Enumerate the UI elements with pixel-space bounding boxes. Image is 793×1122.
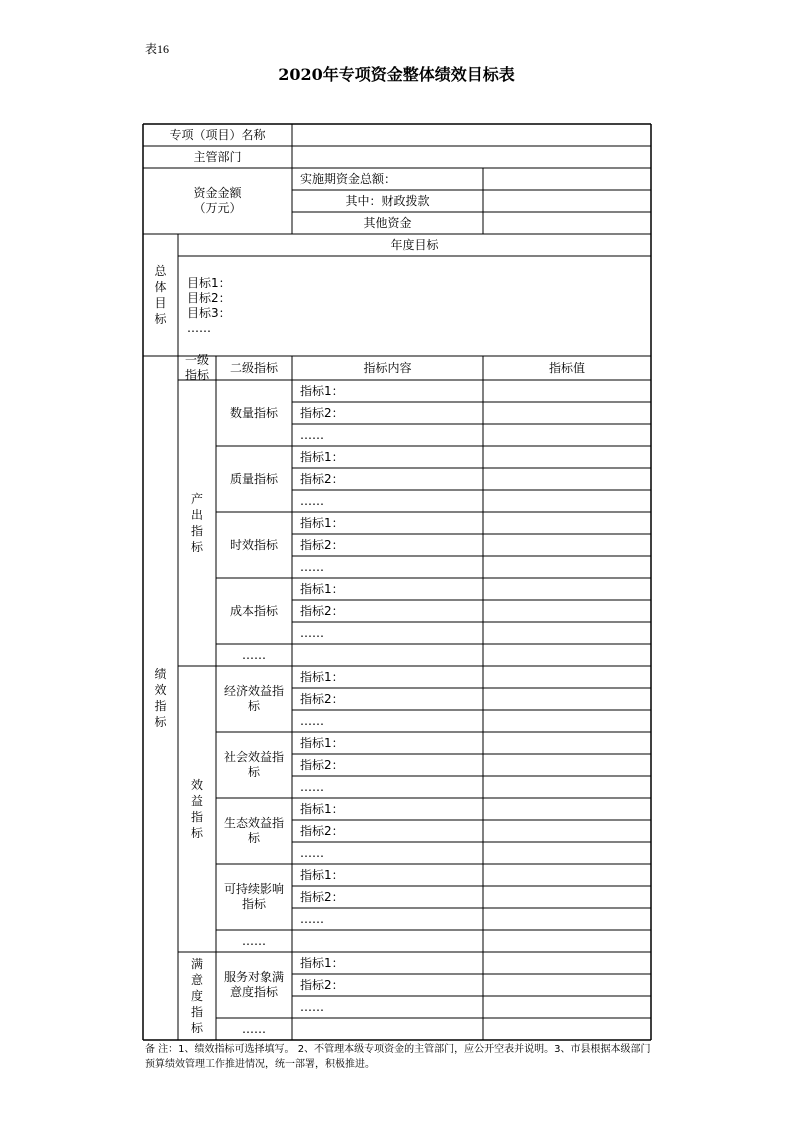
level2-0-0 bbox=[216, 380, 292, 446]
footnote: 备 注：1、绩效指标可选择填写。 2、不管理本级专项资金的主管部门，应公开空表并说明。3、市县根据本级部门预算绩效管理工作推进情况，统一部署，积极推进。 bbox=[145, 1044, 651, 1070]
indicator-item: …… bbox=[300, 625, 324, 640]
indicator-item: …… bbox=[300, 845, 324, 860]
indicator-item: 指标1： bbox=[300, 581, 344, 596]
indicator-item: 指标2： bbox=[300, 757, 344, 772]
level2-1-0 bbox=[216, 666, 292, 732]
indicator-item: 指标1： bbox=[300, 955, 344, 970]
col-value: 指标值 bbox=[548, 360, 585, 375]
level2-0-1 bbox=[216, 446, 292, 512]
other-fund-label: 其他资金 bbox=[363, 215, 412, 230]
overall-goal-label bbox=[143, 234, 178, 356]
indicator-item: 指标1： bbox=[300, 449, 344, 464]
level2-0-3-text: 成本指标 bbox=[229, 603, 278, 618]
indicator-item: …… bbox=[300, 779, 324, 794]
indicator-item: 指标2： bbox=[300, 537, 344, 552]
indicator-item: 指标1： bbox=[300, 515, 344, 530]
indicator-item: …… bbox=[300, 427, 324, 442]
level2-0-2-text: 时效指标 bbox=[229, 537, 278, 552]
indicator-item: 指标1： bbox=[300, 735, 344, 750]
level1-1 bbox=[178, 666, 216, 952]
goal-item: 目标3： bbox=[187, 306, 231, 320]
goal-item: 目标2： bbox=[187, 291, 231, 305]
col-level1-text: 一级指标 bbox=[184, 353, 209, 382]
total-fund-label: 实施期资金总额： bbox=[300, 171, 397, 186]
goal-item: 目标1： bbox=[187, 276, 231, 290]
performance-label-text: 绩效指标 bbox=[154, 667, 167, 729]
level2-2-0-text: 服务对象满意度指标 bbox=[224, 970, 285, 999]
level2-1-0-text: 经济效益指标 bbox=[224, 684, 285, 713]
indicator-item: 指标2： bbox=[300, 977, 344, 992]
indicator-item: 指标2： bbox=[300, 603, 344, 618]
indicator-item: 指标2： bbox=[300, 471, 344, 486]
table-label: 表16 bbox=[145, 42, 170, 56]
level2-0-3 bbox=[216, 578, 292, 644]
annual-goal-label: 年度目标 bbox=[390, 237, 439, 252]
indicator-item: …… bbox=[300, 713, 324, 728]
indicator-item: 指标2： bbox=[300, 889, 344, 904]
indicator-item: …… bbox=[300, 911, 324, 926]
indicator-item: 指标1： bbox=[300, 801, 344, 816]
level1-1-text: 效益指标 bbox=[190, 778, 203, 840]
indicator-item: 指标2： bbox=[300, 691, 344, 706]
fund-amount-label bbox=[143, 168, 292, 234]
performance-label bbox=[143, 356, 178, 1040]
level2-0-2 bbox=[216, 512, 292, 578]
level1-0-text: 产出指标 bbox=[190, 492, 203, 554]
page-title: 2020年专项资金整体绩效目标表 bbox=[278, 65, 515, 84]
indicator-item: 指标1： bbox=[300, 669, 344, 684]
project-name-label: 专项（项目）名称 bbox=[169, 127, 266, 142]
goals-list bbox=[178, 256, 651, 356]
level2-1-3 bbox=[216, 864, 292, 930]
level2-0-1-text: 质量指标 bbox=[229, 471, 278, 486]
level2-ellipsis: …… bbox=[242, 933, 266, 948]
goal-item: …… bbox=[187, 321, 211, 335]
indicator-item: …… bbox=[300, 559, 324, 574]
level2-1-1-text: 社会效益指标 bbox=[224, 750, 285, 779]
level1-0 bbox=[178, 380, 216, 666]
fiscal-fund-label: 其中：财政拨款 bbox=[345, 193, 430, 208]
col-content: 指标内容 bbox=[363, 360, 412, 375]
indicator-item: 指标2： bbox=[300, 823, 344, 838]
col-level1 bbox=[178, 353, 216, 382]
indicator-item: …… bbox=[300, 999, 324, 1014]
level2-ellipsis: …… bbox=[242, 1021, 266, 1036]
level2-1-3-text: 可持续影响指标 bbox=[224, 882, 285, 911]
level1-2-text: 满意度指标 bbox=[190, 957, 203, 1035]
level2-1-2 bbox=[216, 798, 292, 864]
level2-1-1 bbox=[216, 732, 292, 798]
fund-amount-label-text: 资金金额（万元） bbox=[193, 186, 242, 215]
overall-goal-label-text: 总体目标 bbox=[154, 264, 167, 326]
indicator-item: …… bbox=[300, 493, 324, 508]
level2-ellipsis: …… bbox=[242, 647, 266, 662]
indicator-item: 指标1： bbox=[300, 383, 344, 398]
col-level2: 二级指标 bbox=[229, 360, 278, 375]
indicator-item: 指标2： bbox=[300, 405, 344, 420]
indicator-item: 指标1： bbox=[300, 867, 344, 882]
department-label: 主管部门 bbox=[193, 149, 242, 164]
level2-0-0-text: 数量指标 bbox=[229, 405, 278, 420]
level2-1-2-text: 生态效益指标 bbox=[224, 816, 285, 845]
level2-2-0 bbox=[216, 952, 292, 1018]
level1-2 bbox=[178, 952, 216, 1040]
